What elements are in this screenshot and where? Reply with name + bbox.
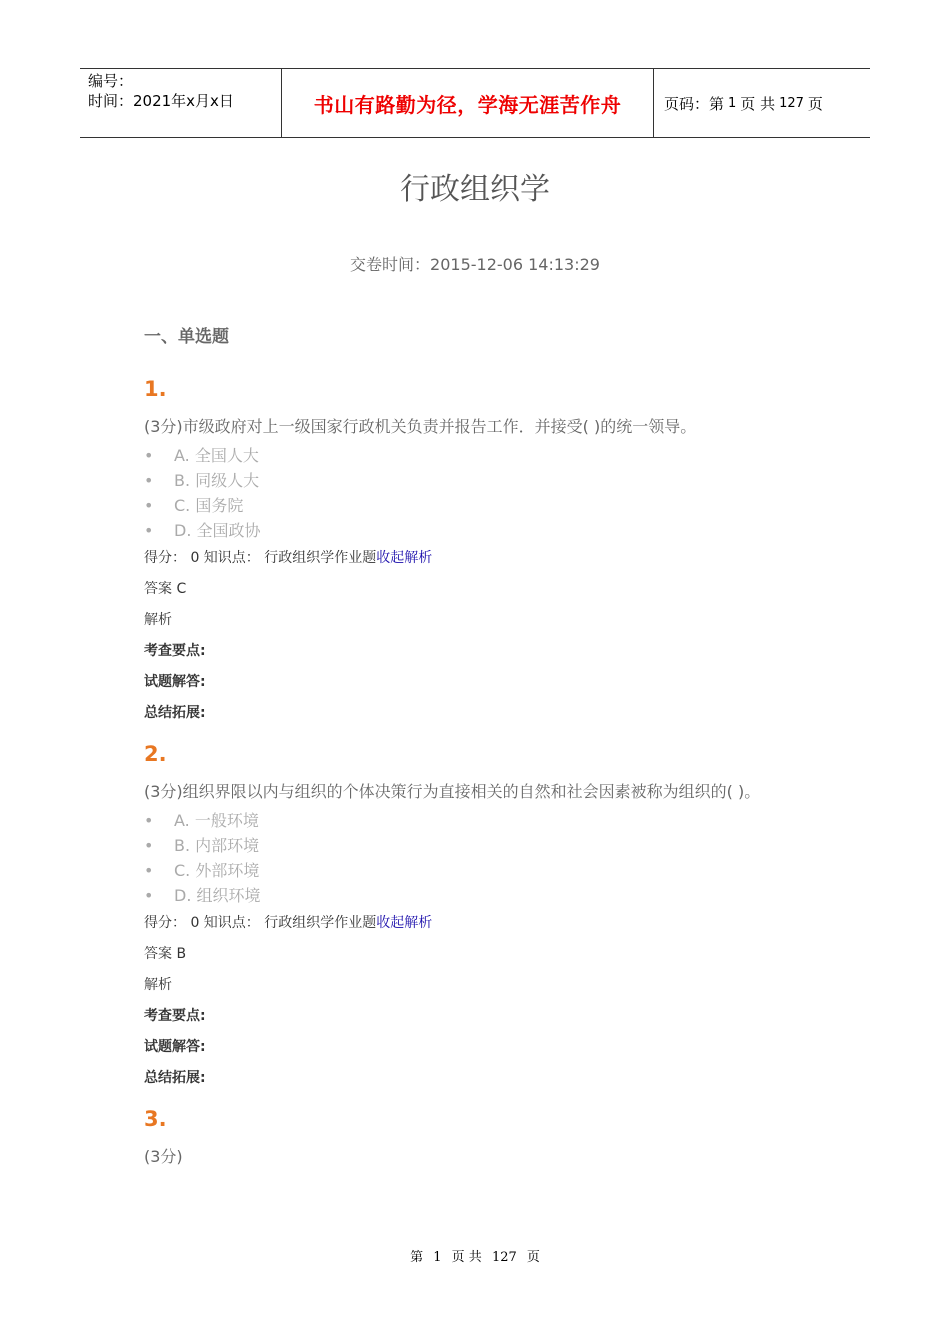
key-points-label: 考查要点: — [144, 1008, 206, 1024]
solution-label: 试题解答: — [144, 674, 206, 690]
question-text: (3分)市级政府对上一级国家行政机关负责并报告工作．并接受( )的统一领导。 — [144, 417, 697, 436]
option-a[interactable]: • A. 全国人大 — [144, 443, 844, 468]
number-label: 编号： — [88, 72, 134, 90]
submit-time: 交卷时间：2015-12-06 14:13:29 — [350, 255, 600, 274]
question-number: 2. — [144, 742, 167, 766]
summary-label: 总结拓展: — [144, 705, 206, 721]
analysis-label: 解析 — [144, 612, 172, 628]
option-a[interactable]: • A. 一般环境 — [144, 808, 844, 833]
key-points-label: 考查要点: — [144, 643, 206, 659]
page-prefix: 页码：第 — [664, 94, 725, 113]
collapse-analysis-link[interactable]: 收起解析 — [376, 550, 433, 566]
score-text: 得分： 0 知识点： 行政组织学作业题 — [144, 915, 377, 931]
page-footer — [0, 1246, 950, 1265]
page-title: 行政组织学 — [400, 172, 550, 207]
question-3 — [144, 1104, 844, 1170]
score-text: 得分： 0 知识点： 行政组织学作业题 — [144, 550, 377, 566]
option-d[interactable]: • D. 组织环境 — [144, 883, 844, 908]
option-b[interactable]: • B. 内部环境 — [144, 833, 844, 858]
collapse-analysis-link[interactable]: 收起解析 — [376, 915, 433, 931]
page-current: 1 — [728, 95, 737, 111]
solution-label: 试题解答: — [144, 1039, 206, 1055]
footer-suffix: 页 — [526, 1250, 540, 1265]
header-info — [80, 69, 281, 137]
footer-prefix: 第 — [410, 1250, 424, 1265]
analysis-label: 解析 — [144, 977, 172, 993]
option-c[interactable]: • C. 外部环境 — [144, 858, 844, 883]
question-1 — [144, 374, 844, 729]
option-list — [144, 443, 844, 543]
footer-current: 1 — [433, 1250, 442, 1265]
question-text: (3分)组织界限以内与组织的个体决策行为直接相关的自然和社会因素被称为组织的( )。 — [144, 782, 761, 801]
option-b[interactable]: • B. 同级人大 — [144, 468, 844, 493]
header-motto: 书山有路勤为径，学海无涯苦作舟 — [281, 69, 654, 137]
page-total: 127 — [779, 95, 804, 111]
page-suffix: 页 — [807, 94, 823, 113]
option-d[interactable]: • D. 全国政协 — [144, 518, 844, 543]
score-line — [144, 908, 844, 939]
answer: 答案 C — [144, 581, 187, 597]
exam-content — [144, 322, 844, 1180]
footer-mid: 页 共 — [451, 1250, 482, 1265]
header-page-number — [654, 69, 870, 137]
question-text: (3分) — [144, 1147, 183, 1166]
document-header — [80, 68, 870, 138]
section-title: 一、单选题 — [144, 327, 229, 347]
question-number: 1. — [144, 377, 167, 401]
summary-label: 总结拓展: — [144, 1070, 206, 1086]
time-label: 时间：2021年x月x日 — [88, 92, 234, 110]
footer-total: 127 — [491, 1250, 517, 1265]
option-list — [144, 808, 844, 908]
question-2 — [144, 739, 844, 1094]
option-c[interactable]: • C. 国务院 — [144, 493, 844, 518]
question-number: 3. — [144, 1107, 167, 1131]
page-mid: 页 共 — [740, 94, 776, 113]
score-line — [144, 543, 844, 574]
answer: 答案 B — [144, 946, 187, 962]
